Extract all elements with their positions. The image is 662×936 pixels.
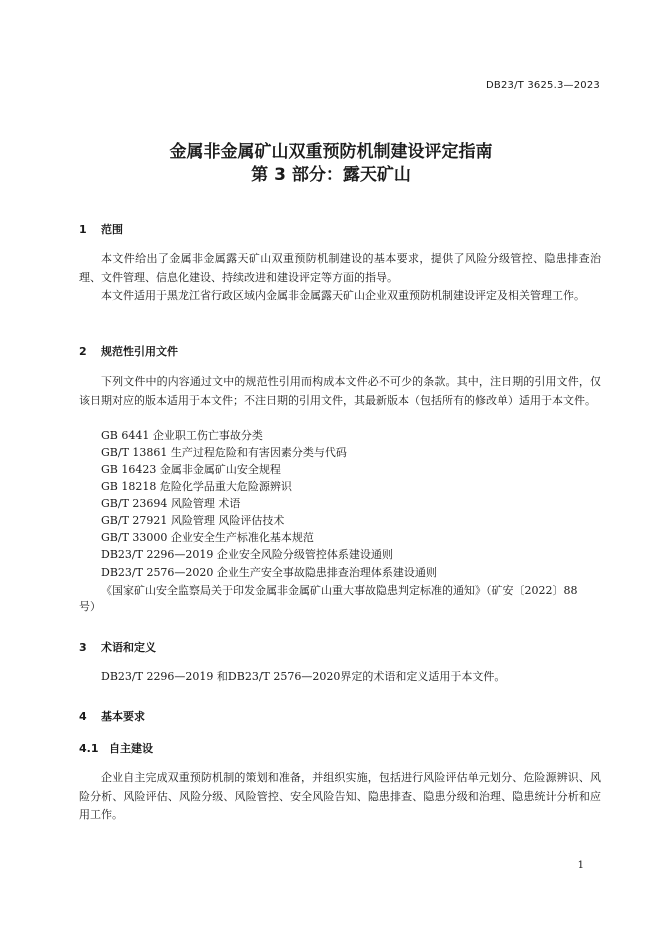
section-title: 基本要求 (101, 710, 145, 723)
document-title: 金属非金属矿山双重预防机制建设评定指南 (169, 142, 493, 162)
section-title: 术语和定义 (101, 641, 156, 654)
subsection-4-1-paragraph: 企业自主完成双重预防机制的策划和准备，并组织实施，包括进行风险评估单元划分、危险源辨识、风险分析、风险评估、风险分级、风险管控、安全风险告知、隐患排查、隐患分级和治理、隐患统计分析和应用工作。 (79, 771, 601, 821)
reference-notice-line-2: 号） (79, 600, 101, 613)
section-2-intro: 下列文件中的内容通过文中的规范性引用而构成本文件必不可少的条款。其中，注日期的引用文件，仅该日期对应的版本适用于本文件；不注日期的引用文件，其最新版本（包括所有的修改单）适用于本文件。 (79, 375, 601, 407)
section-1-paragraph-1: 本文件给出了金属非金属露天矿山双重预防机制建设的基本要求，提供了风险分级管控、隐患排查治理、文件管理、信息化建设、持续改进和建设评定等方面的指导。 (79, 252, 601, 284)
section-3-heading (79, 639, 156, 655)
reference-item: GB/T 23694 风险管理 术语 (101, 497, 241, 510)
reference-item-notice (79, 583, 601, 615)
section-4-heading (79, 708, 145, 724)
section-title: 规范性引用文件 (101, 345, 178, 358)
reference-item: GB/T 33000 企业安全生产标准化基本规范 (101, 531, 314, 544)
subsection-title: 自主建设 (109, 742, 153, 755)
section-number: 1 (79, 223, 87, 236)
reference-item: GB/T 13861 生产过程危险和有害因素分类与代码 (101, 446, 347, 459)
section-number: 4 (79, 710, 87, 723)
reference-item: GB 18218 危险化学品重大危险源辨识 (101, 480, 292, 493)
page-number: 1 (577, 860, 584, 871)
section-number: 2 (79, 345, 87, 358)
section-title: 范围 (101, 223, 123, 236)
section-3-paragraph: DB23/T 2296—2019 和DB23/T 2576—2020界定的术语和定义适用于本文件。 (101, 670, 506, 683)
section-1-heading (79, 221, 123, 237)
document-subtitle: 第 3 部分：露天矿山 (251, 165, 411, 185)
subsection-number: 4.1 (79, 742, 99, 755)
reference-item: DB23/T 2576—2020 企业生产安全事故隐患排查治理体系建设通则 (101, 566, 437, 579)
reference-item: DB23/T 2296—2019 企业安全风险分级管控体系建设通则 (101, 548, 393, 561)
section-number: 3 (79, 641, 87, 654)
section-1-paragraph-2: 本文件适用于黑龙江省行政区域内金属非金属露天矿山企业双重预防机制建设评定及相关管理工作。 (101, 289, 585, 302)
document-code: DB23/T 3625.3—2023 (486, 80, 600, 91)
reference-item: GB 6441 企业职工伤亡事故分类 (101, 429, 263, 442)
section-2-heading (79, 343, 178, 359)
reference-notice-line-1: 《国家矿山安全监察局关于印发金属非金属矿山重大事故隐患判定标准的通知》（矿安〔2022〕88 (101, 584, 578, 597)
subsection-4-1-heading (79, 740, 153, 756)
reference-item: GB/T 27921 风险管理 风险评估技术 (101, 514, 285, 527)
reference-item: GB 16423 金属非金属矿山安全规程 (101, 463, 281, 476)
